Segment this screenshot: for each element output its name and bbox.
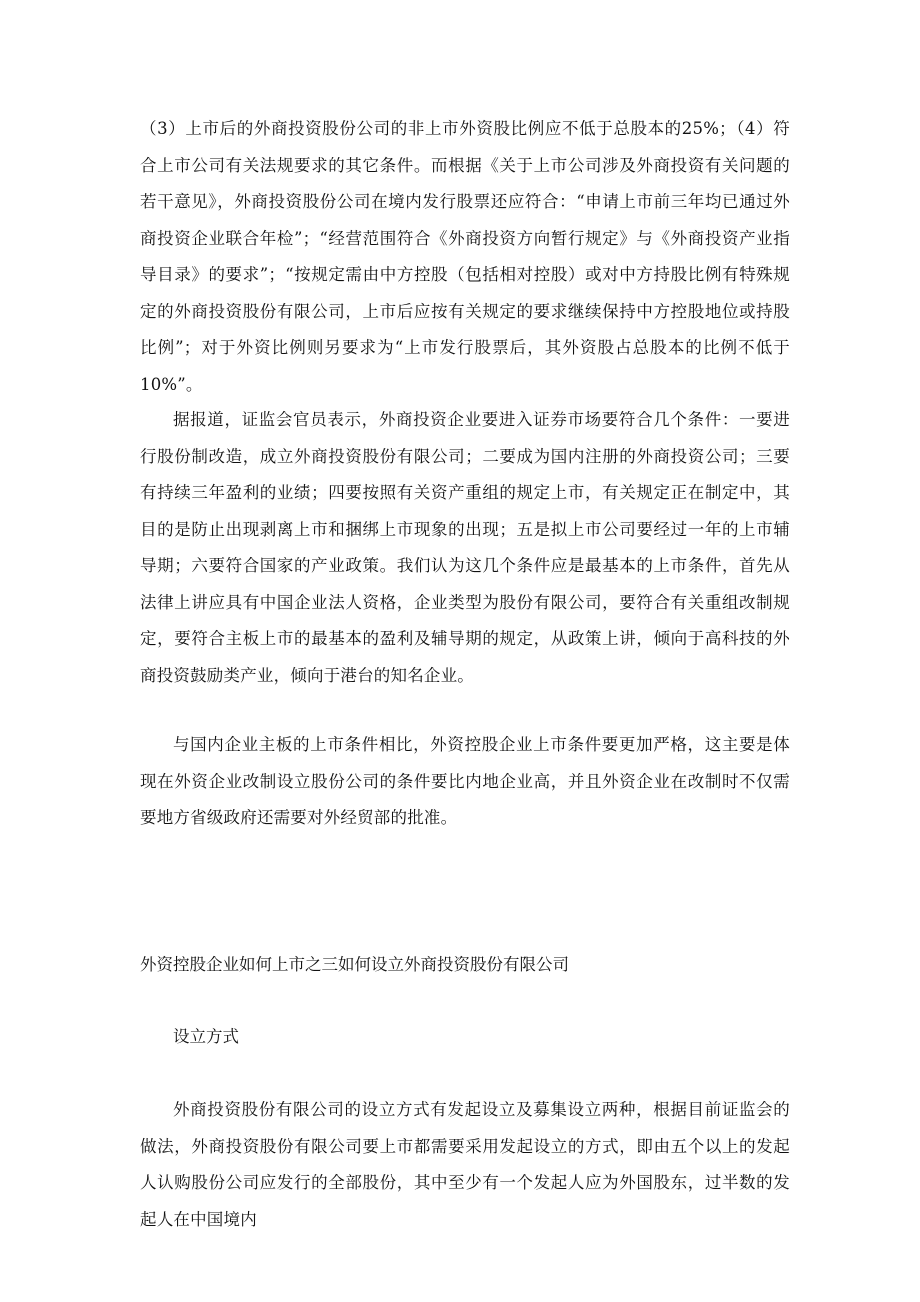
section-heading: 外资控股企业如何上市之三如何设立外商投资股份有限公司 [140, 955, 569, 974]
subsection-heading: 设立方式 [173, 1027, 239, 1046]
paragraph-listing-conditions: （3）上市后的外商投资股份公司的非上市外资股比例应不低于总股本的25%；（4）符合上市公司有关法规要求的其它条件。而根据《关于上市公司涉及外商投资有关问题的若干意见》，外商投资股份公司在境内发行股票还应符合：“申请上市前三年均已通过外商投资企业联合年检”；“经营范围符合《外商投资方向暂行规定》与《外商投资产业指导目录》的要求”；“按规定需由中方控股（包括相对控股）或对中方持股比例有特殊规定的外商投资股份有限公司，上市后应按有关规定的要求继续保持中方控股地位或持股比例”；对于外资比例则另要求为“上市发行股票后，其外资股占总股本的比例不低于10%”。 [140, 119, 790, 394]
paragraph-establishment-method: 外商投资股份有限公司的设立方式有发起设立及募集设立两种，根据目前证监会的做法，外商投资股份有限公司要上市都需要采用发起设立的方式，即由五个以上的发起人认购股份公司应发行的全部股份，其中至少有一个发起人应为外国股东，过半数的发起人在中国境内 [140, 1100, 790, 1229]
paragraph-comparison: 与国内企业主板的上市条件相比，外资控股企业上市条件要更加严格，这主要是体现在外资企业改制设立股份公司的条件要比内地企业高，并且外资企业在改制时不仅需要地方省级政府还需要对外经贸部的批准。 [140, 735, 790, 827]
paragraph-csrc-conditions: 据报道，证监会官员表示，外商投资企业要进入证券市场要符合几个条件：一要进行股份制改造，成立外商投资股份有限公司；二要成为国内注册的外商投资公司；三要有持续三年盈利的业绩；四要按照有关资产重组的规定上市，有关规定正在制定中，其目的是防止出现剥离上市和捆绑上市现象的出现；五是拟上市公司要经过一年的上市辅导期；六要符合国家的产业政策。我们认为这几个条件应是最基本的上市条件，首先从法律上讲应具有中国企业法人资格，企业类型为股份有限公司，要符合有关重组改制规定，要符合主板上市的最基本的盈利及辅导期的规定，从政策上讲，倾向于高科技的外商投资鼓励类产业，倾向于港台的知名企业。 [140, 410, 790, 685]
